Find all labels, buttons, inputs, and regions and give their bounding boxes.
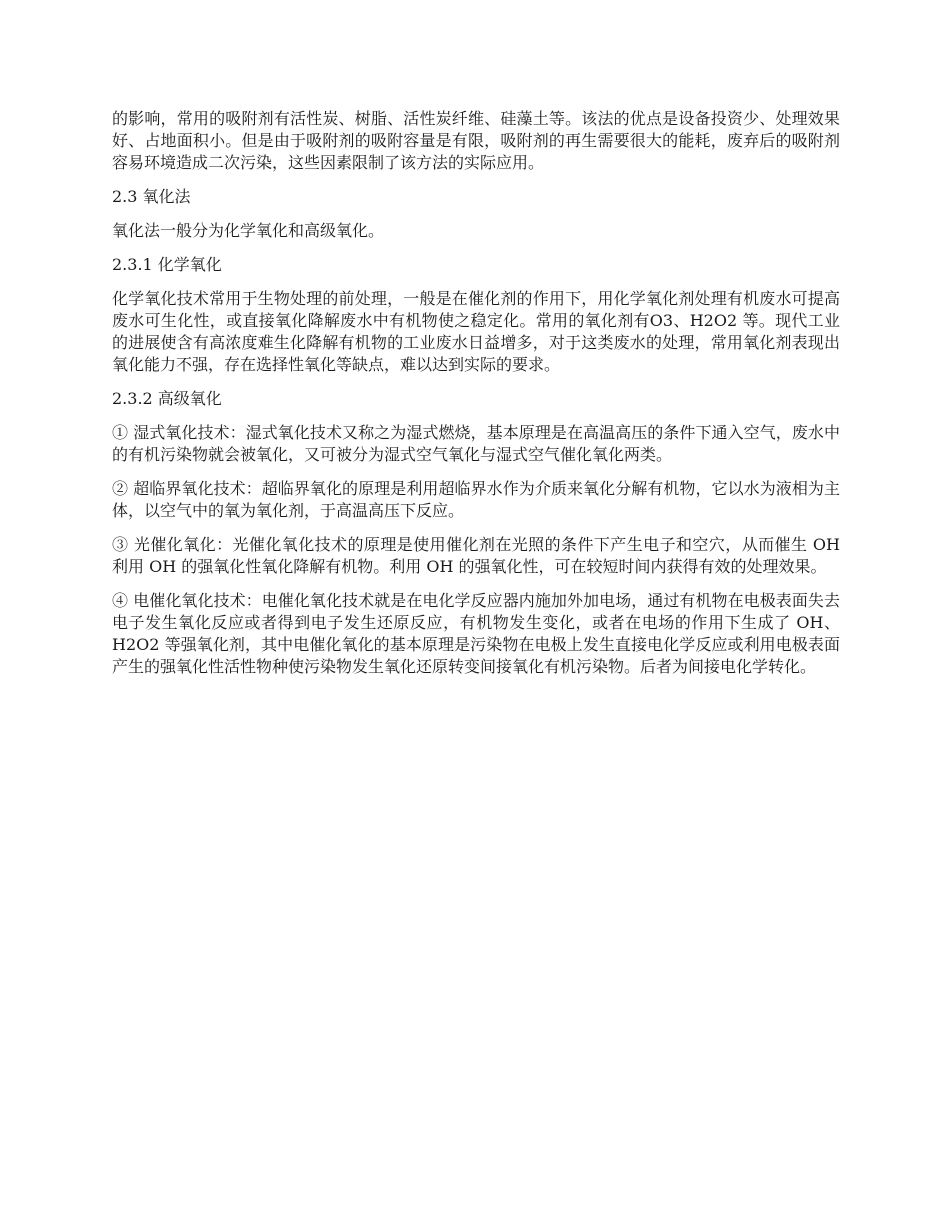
paragraph-electrocatalytic-oxidation: ④ 电催化氧化技术：电催化氧化技术就是在电化学反应器内施加外加电场，通过有机物在电极表面失去电子发生氧化反应或者得到电子发生还原反应，有机物发生变化，或者在电场的作用下生成了 OH、H2O2 等强氧化剂，其中电催化氧化的基本原理是污染物在电极上发生直接电化学反应或利用电极表面产生的强氧化性活性物种使污染物发生氧化还原转变间接氧化有机污染物。后者为间接电化学转化。 xyxy=(112,591,840,676)
paragraph-adsorption-summary: 的影响，常用的吸附剂有活性炭、树脂、活性炭纤维、硅藻土等。该法的优点是设备投资少、处理效果好、占地面积小。但是由于吸附剂的吸附容量是有限，吸附剂的再生需要很大的能耗，废弃后的吸附剂容易环境造成二次污染，这些因素限制了该方法的实际应用。 xyxy=(112,109,840,172)
heading-2-3: 2.3 氧化法 xyxy=(112,187,191,206)
document-page xyxy=(112,108,840,690)
paragraph-wet-oxidation: ① 湿式氧化技术：湿式氧化技术又称之为湿式燃烧，基本原理是在高温高压的条件下通入空气，废水中的有机污染物就会被氧化，又可被分为湿式空气氧化与湿式空气催化氧化两类。 xyxy=(112,423,840,464)
paragraph-photocatalytic-oxidation: ③ 光催化氧化：光催化氧化技术的原理是使用催化剂在光照的条件下产生电子和空穴，从而催生 OH 利用 OH 的强氧化性氧化降解有机物。利用 OH 的强氧化性，可在较短时间内获得有效的处理效果。 xyxy=(112,535,840,576)
paragraph-chemical-oxidation: 化学氧化技术常用于生物处理的前处理，一般是在催化剂的作用下，用化学氧化剂处理有机废水可提高废水可生化性，或直接氧化降解废水中有机物使之稳定化。常用的氧化剂有O3、H2O2 等。现代工业的进展使含有高浓度难生化降解有机物的工业废水日益增多，对于这类废水的处理，常用氧化剂表现出氧化能力不强，存在选择性氧化等缺点，难以达到实际的要求。 xyxy=(112,289,840,374)
heading-2-3-1: 2.3.1 化学氧化 xyxy=(112,255,222,274)
heading-2-3-2: 2.3.2 高级氧化 xyxy=(112,389,222,408)
paragraph-supercritical-oxidation: ② 超临界氧化技术：超临界氧化的原理是利用超临界水作为介质来氧化分解有机物，它以水为液相为主体，以空气中的氧为氧化剂，于高温高压下反应。 xyxy=(112,479,840,520)
paragraph-oxidation-intro: 氧化法一般分为化学氧化和高级氧化。 xyxy=(112,221,385,240)
